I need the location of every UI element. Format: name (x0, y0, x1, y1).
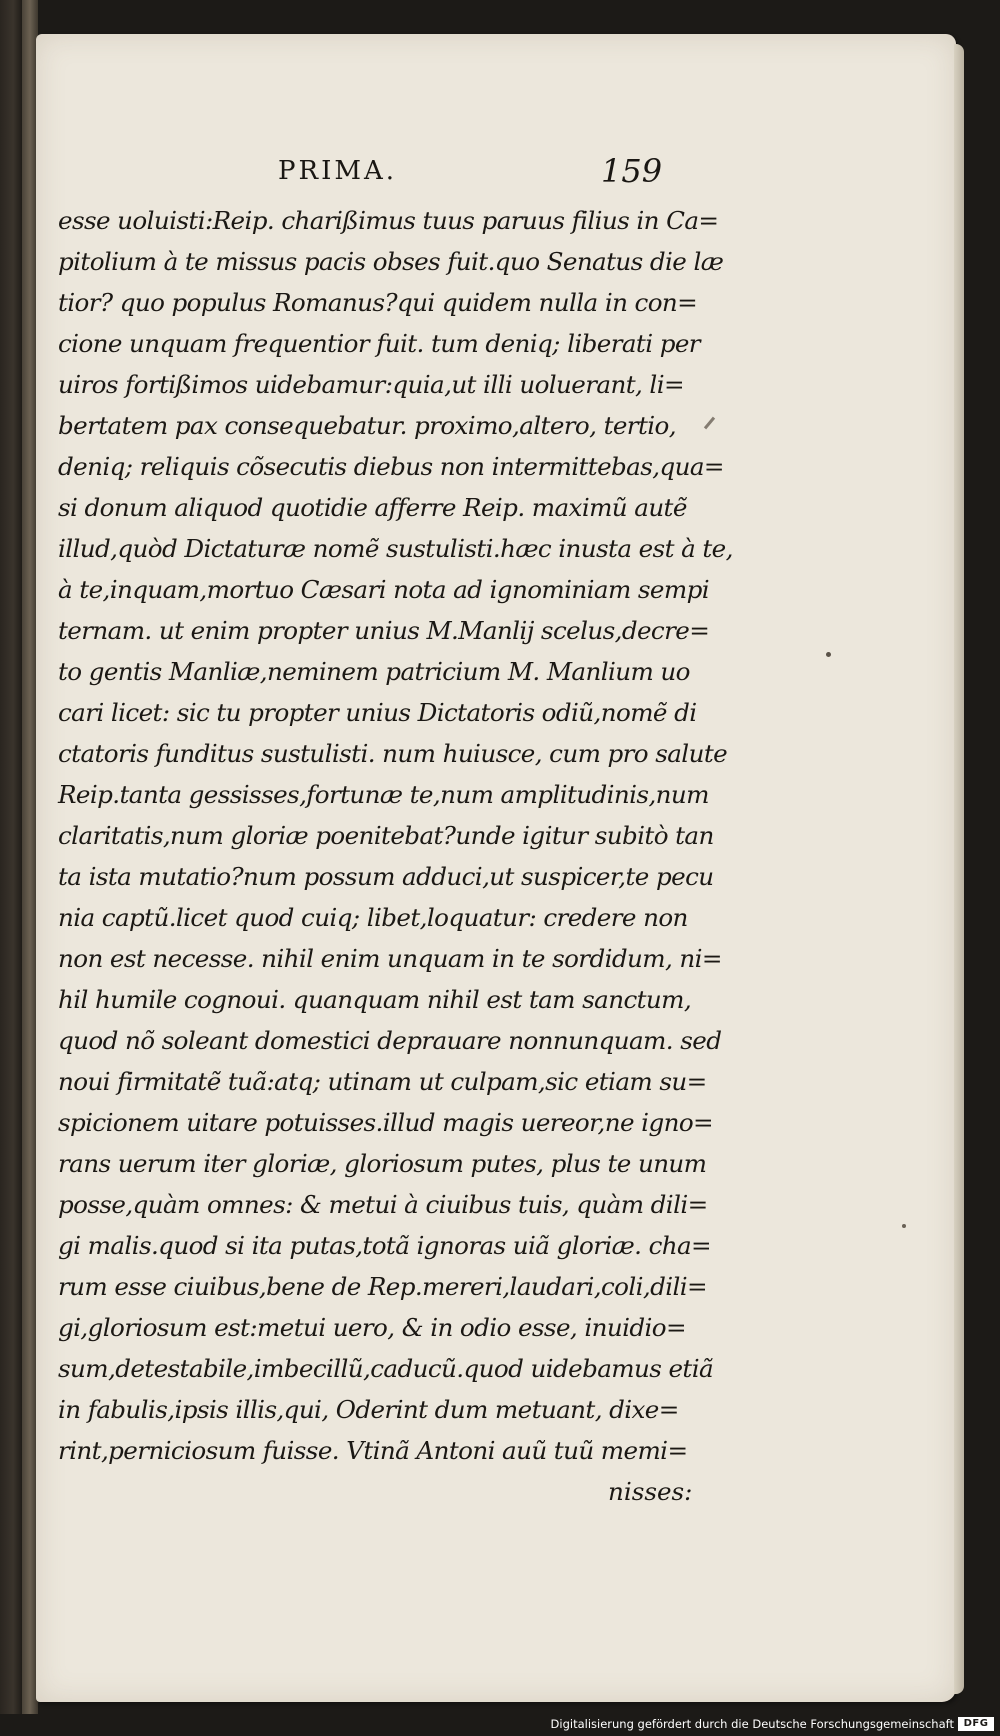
text-line: rans uerum iter gloriæ, gloriosum putes, plus te unum (58, 1149, 707, 1178)
text-line: non est necesse. nihil enim unquam in te sordidum, ni= (58, 944, 722, 973)
text-line: hil humile cognoui. quanquam nihil est tam sanctum, (58, 985, 692, 1014)
text-line: in fabulis,ipsis illis,qui, Oderint dum metuant, dixe= (58, 1395, 679, 1424)
text-line: sum,detestabile,imbecillũ,caducũ.quod uidebamus etiã (58, 1354, 714, 1383)
catchword: nisses: (608, 1477, 693, 1506)
text-line: ctatoris funditus sustulisti. num huiusce, cum pro salute (58, 739, 728, 768)
text-line: pitolium à te missus pacis obses fuit.quo Senatus die læ (58, 247, 724, 276)
text-line: ta ista mutatio?num possum adduci,ut suspicer,te pecu (58, 862, 714, 891)
text-line: bertatem pax consequebatur. proximo,altero, tertio, (58, 411, 676, 440)
text-line: gi malis.quod si ita putas,totã ignoras uiã gloriæ. cha= (58, 1231, 712, 1260)
page-fore-edge (954, 44, 964, 1694)
page-number: 159 (601, 152, 663, 190)
dfg-logo: DFG (958, 1717, 994, 1731)
digitization-footer (0, 1714, 1000, 1736)
text-line: rint,perniciosum fuisse. Vtinã Antoni auũ tuũ memi= (58, 1436, 688, 1465)
running-head (36, 152, 956, 196)
text-line: nia captũ.licet quod cuiq; libet,loquatur: credere non (58, 903, 688, 932)
running-headword: PRIMA. (278, 156, 398, 186)
text-line: tior? quo populus Romanus?qui quidem nulla in con= (58, 288, 698, 317)
text-line: cione unquam frequentior fuit. tum deniq; liberati per (58, 329, 700, 358)
text-line: uiros fortißimos uidebamur:quia,ut illi uoluerant, li= (58, 370, 684, 399)
text-line: to gentis Manliæ,neminem patricium M. Manlium uo (58, 657, 690, 686)
text-block (58, 200, 738, 1512)
text-line: rum esse ciuibus,bene de Rep.mereri,laudari,coli,dili= (58, 1272, 708, 1301)
text-line: Reip.tanta gessisses,fortunæ te,num amplitudinis,num (58, 780, 709, 809)
text-line: posse,quàm omnes: & metui à ciuibus tuis, quàm dili= (58, 1190, 708, 1219)
book-spine (0, 0, 22, 1736)
text-line: cari licet: sic tu propter unius Dictatoris odiũ,nomẽ di (58, 698, 697, 727)
text-line: à te,inquam,mortuo Cæsari nota ad ignominiam sempi (58, 575, 709, 604)
ink-speck (902, 1224, 906, 1228)
text-line: claritatis,num gloriæ poenitebat?unde igitur subitò tan (58, 821, 714, 850)
ink-speck (826, 652, 831, 657)
text-line: deniq; reliquis cõsecutis diebus non intermittebas,qua= (58, 452, 724, 481)
text-line: quod nõ soleant domestici deprauare nonnunquam. sed (58, 1026, 722, 1055)
book-page (36, 34, 956, 1702)
text-line: noui firmitatẽ tuã:atq; utinam ut culpam,sic etiam su= (58, 1067, 707, 1096)
text-line: si donum aliquod quotidie afferre Reip. maximũ autẽ (58, 493, 687, 522)
text-line: spicionem uitare potuisses.illud magis uereor,ne igno= (58, 1108, 714, 1137)
funding-credit: Digitalisierung gefördert durch die Deutsche Forschungsgemeinschaft (550, 1717, 954, 1731)
text-line: gi,gloriosum est:metui uero, & in odio esse, inuidio= (58, 1313, 686, 1342)
text-line: illud,quòd Dictaturæ nomẽ sustulisti.hæc inusta est à te, (58, 534, 733, 563)
text-line: ternam. ut enim propter unius M.Manlij scelus,decre= (58, 616, 710, 645)
text-line: esse uoluisti:Reip. charißimus tuus paruus filius in Ca= (58, 206, 719, 235)
